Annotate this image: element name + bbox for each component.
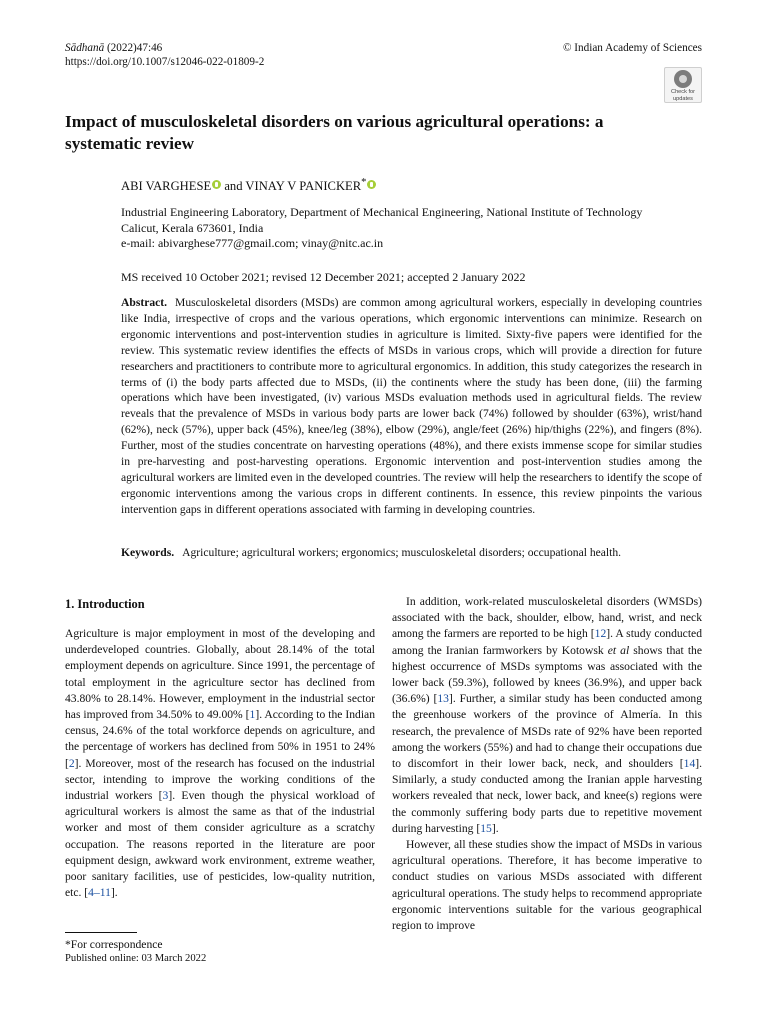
footnote-rule — [65, 932, 137, 933]
citation-link[interactable]: 3 — [162, 789, 169, 803]
abstract-text: Musculoskeletal disorders (MSDs) are common among agricultural workers, especially in developing countries like India, irrespective of crops and the various operations, which ergonomic interventions can minimize. Research on ergonomic interventions and post-intervention studies in agriculture is limited. Sixty-five papers were identified for the review. This systematic review identifies the effects of MSDs in various crops, which will provide a direction for future researchers and practitioners to contribute more to agricultural ergonomics. In addition, this study categorizes the research in terms of (i) the body parts affected due to MSDs, (ii) the continents where the study has been done, (iii) the farming operations which have been investigated, (iv) various MSDs evaluation methods used in agricultural fields. The review reveals that the prevalence of MSDs in various body parts are lower back (74%) followed by shoulder (63%), wrist/hand (62%), neck (57%), upper back (45%), knee/leg (38%), elbow (29%), angle/feet (26%) hip/thighs (22%), and fingers (8%). Further, most of the studies concentrate on harvesting operations (48%), and there exists immense scope for similar studies in pre-harvesting and post-harvesting operations. Ergonomic intervention and post-intervention studies among the agricultural workers are limited even in the developed countries. The review will help the researchers to identify the scope of ergonomic interventions among the various crops in different continents. In essence, this review pinpoints the various intervention gaps in different operations associated with farming in developing countries. — [121, 296, 702, 516]
orcid-icon[interactable] — [212, 180, 221, 189]
citation-link[interactable]: 13 — [437, 692, 449, 706]
journal-citation — [65, 41, 162, 55]
publisher-copyright: © Indian Academy of Sciences — [563, 42, 702, 54]
paragraph-text: ]. According to the Indian census, 24.6% of the total workforce depends on agriculture, and the percentage of workers has declined from 50% in 1951 to 24% [ — [65, 708, 376, 770]
citation-link[interactable]: 15 — [480, 821, 492, 835]
section-heading: 1. Introduction — [65, 597, 145, 611]
author-emails: e-mail: abivarghese777@gmail.com; vinay@nitc.ac.in — [121, 236, 384, 250]
paragraph — [65, 626, 375, 901]
author-list — [121, 175, 376, 194]
correspondence-mark: * — [361, 177, 367, 188]
paragraph-text: Agriculture is major employment in most of the developing and underdeveloped countries. Globally, about 28.14% of the total employment depends on agriculture. Since 1991, the percentage of total employment in the agriculture sector has declined from 43.80% to 28.14%. However, employment in the industrial sector has improved from 34.50% to 49.00% [ — [65, 627, 375, 722]
affiliation-line: Industrial Engineering Laboratory, Department of Mechanical Engineering, National Institute of Technology — [121, 205, 643, 219]
journal-name: Sādhanā — [65, 42, 105, 54]
check-updates-icon — [674, 70, 692, 88]
badge-line-2: updates — [673, 96, 693, 102]
author-name: VINAY V PANICKER — [245, 179, 362, 194]
citation-link[interactable]: 4–11 — [88, 886, 111, 900]
paragraph-text: ]. Moreover, most of the research has focused on the industrial sector, intending to improve the working conditions of the industrial workers [ — [65, 756, 375, 803]
orcid-icon[interactable] — [367, 180, 376, 189]
check-for-updates-badge[interactable] — [664, 67, 702, 103]
author-name: ABI VARGHESE — [121, 179, 212, 194]
keywords-label: Keywords. — [121, 546, 175, 559]
citation-link[interactable]: 1 — [249, 708, 256, 722]
correspondence-footnote: *For correspondence — [65, 938, 163, 951]
affiliation — [121, 205, 721, 252]
published-date: Published online: 03 March 2022 — [65, 953, 207, 964]
keywords — [121, 545, 721, 561]
paragraph — [392, 594, 702, 837]
citation-link[interactable]: 2 — [68, 756, 75, 770]
et-al: et al — [607, 643, 630, 657]
paragraph-text: ]. — [110, 886, 118, 900]
paragraph-text: ]. Even though the physical workload of agricultural workers is almost the same as that of the industrial worker and most of them consider agriculture as a scratchy occupation. The reasons reported in the literature are poor equipment design, awkward work environment, extreme weather, poor sanitary facilities, use of pesticides, low-quality nutrition, etc. [ — [65, 789, 375, 900]
badge-line-1: Check for — [671, 89, 695, 95]
citation-link[interactable]: 12 — [594, 627, 607, 641]
doi-link[interactable]: https://doi.org/10.1007/s12046-022-01809-2 — [65, 56, 265, 68]
abstract — [121, 295, 702, 518]
journal-volume: (2022)47:46 — [106, 42, 163, 54]
paper-title: Impact of musculoskeletal disorders on various agricultural operations: a systematic review — [65, 112, 604, 153]
paragraph-text: ]. Similarly, a study conducted among the Iranian apple harvesting workers revealed that neck, lower back, and knee(s) regions were the commonly suffering body parts due to repetitive movement during harvesting [ — [392, 757, 702, 835]
paragraph-text: ]. Further, a similar study has been conducted among the greenhouse workers of the province of Almería. In this research, the prevalence of MSDs rate of 92% have been reported among the workers (55%) and had to change their occupations due to discomfort in their lower back, neck, and shoulders [ — [392, 692, 702, 771]
paragraph-text: ]. — [491, 821, 499, 835]
affiliation-line: Calicut, Kerala 673601, India — [121, 220, 264, 235]
citation-link[interactable]: 14 — [683, 757, 696, 771]
author-conjunction: and — [224, 179, 243, 194]
paragraph: However, all these studies show the impact of MSDs in various agricultural operations. Therefore, it has become imperative to conduct studies on various MSDs associated with different agricultural operations. The study helps to recommend appropriate ergonomic interventions suitable for the various geographical region to improve — [392, 838, 702, 933]
manuscript-dates: MS received 10 October 2021; revised 12 December 2021; accepted 2 January 2022 — [121, 270, 526, 284]
right-column — [392, 594, 702, 934]
paragraph-text: ]. A study conducted among the Iranian farmworkers by Kotowsk — [392, 627, 702, 657]
paragraph-text: In addition, work-related musculoskeletal disorders (WMSDs) associated with the back, shoulder, elbow, hand, wrist, and neck among the farmers are reported to be high [ — [392, 595, 702, 641]
paragraph-text: shows that the highest occurrence of MSDs symptoms was associated with the lower back (59.3%), followed by knees (36.9%), and upper back (36.6%) [ — [392, 643, 702, 706]
left-column — [65, 626, 375, 901]
keywords-text: Agriculture; agricultural workers; ergonomics; musculoskeletal disorders; occupational health. — [182, 546, 622, 559]
abstract-label: Abstract. — [121, 296, 168, 309]
